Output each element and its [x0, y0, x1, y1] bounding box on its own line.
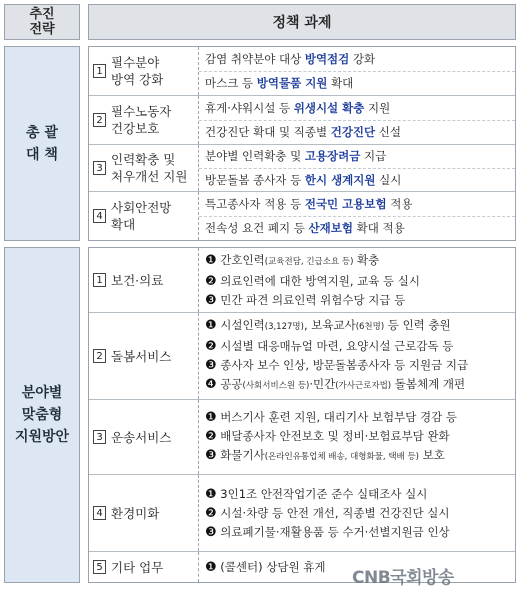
category-label-line: 필수노동자 — [111, 104, 172, 119]
category-number-box: 2 — [93, 113, 106, 127]
task-items — [199, 248, 515, 312]
task-text: (콜센터) 상담원 휴게 — [216, 559, 326, 574]
number-bullet-icon: ❷ — [205, 273, 217, 289]
task-text: 시설별 대응매뉴얼 마련, 요양시설 근로감독 등 — [216, 339, 454, 353]
task-text: 의료폐기물·재활용품 등 수거·선별지원금 인상 — [216, 524, 450, 539]
category-label-line: 돌봄서비스 — [111, 348, 172, 364]
section-label-line: 분야별 — [21, 385, 63, 401]
category-cell — [89, 400, 199, 474]
category-label-line: 보건·의료 — [111, 272, 164, 288]
category-number-box: 2 — [93, 349, 106, 363]
policy-row — [89, 312, 515, 399]
task-item — [199, 356, 515, 375]
category-cell — [89, 248, 199, 312]
task-text: 적용 — [386, 196, 413, 211]
category-label-line: 인력확충 및 — [111, 152, 176, 167]
task-item — [199, 446, 515, 467]
task-item — [199, 272, 515, 291]
number-bullet-icon: ❶ — [205, 559, 217, 575]
task-text: 확대 적용 — [352, 220, 405, 235]
category-cell — [89, 145, 199, 191]
task-text: 3인1조 안전작업기준 준수 실태조사 실시 — [216, 486, 428, 501]
task-item — [199, 251, 515, 272]
highlighted-text: 방역물품 지원 — [256, 75, 328, 90]
strategy-header-cell — [4, 4, 80, 40]
category-label — [111, 54, 163, 88]
number-bullet-icon: ❶ — [205, 252, 217, 268]
note-text: (가사근로자법) — [335, 381, 392, 391]
category-number-box: 1 — [93, 273, 106, 287]
note-text: (사회서비스원 등) — [242, 381, 310, 391]
task-text: 배달종사자 안전보호 및 정비·보험료부담 완화 — [216, 428, 450, 443]
category-label — [111, 348, 171, 365]
category-cell — [89, 313, 199, 399]
highlighted-text: 산재보험 — [308, 220, 353, 235]
highlighted-text: 한시 생계지원 — [304, 172, 376, 187]
task-items — [199, 475, 515, 551]
task-text: 마스크 등 — [205, 75, 257, 90]
section-label-line: 총 괄 — [26, 124, 58, 141]
task-text: , 보육교사 — [303, 318, 356, 332]
task-text: 버스기사 훈련 지원, 대리기사 보험부담 경감 등 — [216, 409, 457, 424]
task-items — [199, 192, 515, 240]
strategy-header-line1: 추진 — [29, 7, 55, 22]
category-label — [111, 272, 163, 289]
task-text: 종사자 보수 인상, 방문돌봄종사자 등 지원금 지급 — [216, 358, 469, 372]
category-cell — [89, 96, 199, 144]
category-cell — [89, 192, 199, 240]
task-item — [199, 97, 515, 120]
category-number-box: 4 — [93, 209, 106, 223]
task-text: 신설 — [375, 124, 402, 139]
category-label — [111, 429, 171, 446]
number-bullet-icon: ❶ — [205, 318, 217, 333]
sections-container — [4, 46, 516, 583]
task-items — [199, 313, 515, 399]
task-item — [199, 504, 515, 523]
task-text: 감염 취약분야 대상 — [205, 51, 305, 66]
task-item — [199, 145, 515, 168]
task-text: 전속성 요건 폐지 등 — [205, 220, 309, 235]
highlighted-text: 고용장려금 — [304, 148, 361, 163]
number-bullet-icon: ❸ — [205, 292, 217, 308]
table-header — [4, 4, 516, 40]
category-number-box: 3 — [93, 161, 106, 175]
task-item — [199, 120, 515, 144]
policy-row — [89, 95, 515, 144]
number-bullet-icon: ❷ — [205, 339, 217, 354]
section-label-line: 지원방안 — [14, 429, 70, 445]
note-text: (교육전담, 긴급소요 등) — [264, 256, 354, 267]
task-text: 의료인력에 대한 방역지원, 교육 등 실시 — [216, 273, 420, 288]
task-text: 분야별 인력확충 및 — [205, 148, 305, 163]
number-bullet-icon: ❶ — [205, 409, 217, 425]
task-item — [199, 408, 515, 427]
number-bullet-icon: ❷ — [205, 505, 217, 521]
task-item — [199, 375, 515, 396]
task-text: 등 인력 충원 — [384, 318, 451, 332]
category-label-line: 운송서비스 — [111, 429, 172, 445]
tasks-header-cell: 정책 과제 — [88, 4, 516, 40]
section-rows — [88, 247, 516, 583]
task-text: 건강진단 확대 및 직종별 — [205, 124, 331, 139]
task-item — [199, 485, 515, 504]
task-item — [199, 337, 515, 356]
task-text: 시설인력 — [216, 318, 265, 332]
category-label — [111, 151, 187, 185]
category-label-line: 기타 업무 — [111, 559, 164, 575]
task-text: 실시 — [375, 172, 402, 187]
highlighted-text: 방역점검 — [304, 51, 350, 66]
category-label-line: 사회안전망 — [111, 200, 172, 215]
number-bullet-icon: ❹ — [205, 377, 217, 392]
task-items — [199, 400, 515, 474]
task-text: ·민간 — [309, 377, 336, 391]
task-text: 화물기사 — [216, 447, 265, 462]
policy-row — [89, 474, 515, 551]
task-text: 공공 — [216, 377, 243, 391]
policy-row — [89, 47, 515, 95]
category-number-box: 4 — [93, 506, 106, 520]
category-label — [111, 103, 171, 137]
category-number-box: 1 — [93, 64, 106, 78]
section-label — [4, 247, 80, 583]
category-number-box: 3 — [93, 430, 106, 444]
task-text: 확대 — [327, 75, 354, 90]
task-text: 민간 파견 의료인력 위험수당 지급 등 — [216, 292, 406, 307]
category-cell — [89, 47, 199, 95]
section-label-line: 맞춤형 — [21, 407, 63, 423]
category-label-line: 필수분야 — [111, 55, 160, 70]
task-item — [199, 193, 515, 216]
category-label — [111, 505, 159, 522]
section-rows — [88, 46, 516, 241]
task-text: 방문돌봄 종사자 등 — [205, 172, 305, 187]
task-text: 지급 — [360, 148, 387, 163]
task-text: 보호 — [418, 447, 445, 462]
category-label-line: 확대 — [111, 217, 136, 232]
category-label — [111, 199, 171, 233]
note-text: (6천명) — [355, 322, 385, 332]
section-general-measures — [4, 46, 516, 241]
policy-row — [89, 399, 515, 474]
task-item — [199, 523, 515, 542]
category-label — [111, 559, 163, 576]
section-sector-measures — [4, 247, 516, 583]
task-items — [199, 47, 515, 95]
broadcaster-watermark: CNB국회방송 — [352, 568, 454, 588]
section-label — [4, 46, 80, 241]
strategy-header-line2: 전략 — [29, 22, 55, 37]
policy-row — [89, 248, 515, 312]
section-label-line: 대 책 — [26, 146, 58, 163]
task-text: 간호인력 — [216, 252, 265, 267]
task-item — [199, 291, 515, 310]
highlighted-text: 위생시설 확충 — [293, 100, 365, 115]
task-text: 확충 — [353, 252, 380, 267]
policy-row — [89, 191, 515, 240]
category-cell — [89, 552, 199, 582]
highlighted-text: 건강진단 — [330, 124, 376, 139]
number-bullet-icon: ❷ — [205, 428, 217, 444]
category-label-line: 방역 강화 — [111, 72, 164, 87]
task-item — [199, 216, 515, 240]
note-text: (온라인유통업체 배송, 대형화물, 택배 등) — [264, 451, 419, 462]
number-bullet-icon: ❸ — [205, 524, 217, 540]
task-text: 시설·차량 등 안전 개선, 직종별 건강진단 실시 — [216, 505, 450, 520]
number-bullet-icon: ❸ — [205, 358, 217, 373]
category-cell — [89, 475, 199, 551]
highlighted-text: 전국민 고용보험 — [304, 196, 387, 211]
task-text: 지원 — [364, 100, 391, 115]
task-items — [199, 145, 515, 191]
task-item — [199, 316, 515, 337]
number-bullet-icon: ❶ — [205, 486, 217, 502]
task-items — [199, 96, 515, 144]
task-item — [199, 48, 515, 71]
policy-row — [89, 144, 515, 191]
task-text: 돌봄체계 개편 — [391, 377, 466, 391]
task-item — [199, 168, 515, 192]
note-text: (3,127명) — [264, 322, 304, 332]
category-label-line: 환경미화 — [111, 505, 160, 521]
task-item — [199, 71, 515, 95]
policy-table — [4, 4, 516, 583]
number-bullet-icon: ❸ — [205, 447, 217, 463]
task-text: 특고종사자 적용 등 — [205, 196, 305, 211]
category-label-line: 건강보호 — [111, 121, 160, 136]
category-label-line: 처우개선 지원 — [111, 169, 188, 184]
category-number-box: 5 — [93, 560, 106, 574]
task-item — [199, 427, 515, 446]
task-text: 휴게·샤워시설 등 — [205, 100, 294, 115]
task-text: 강화 — [349, 51, 376, 66]
